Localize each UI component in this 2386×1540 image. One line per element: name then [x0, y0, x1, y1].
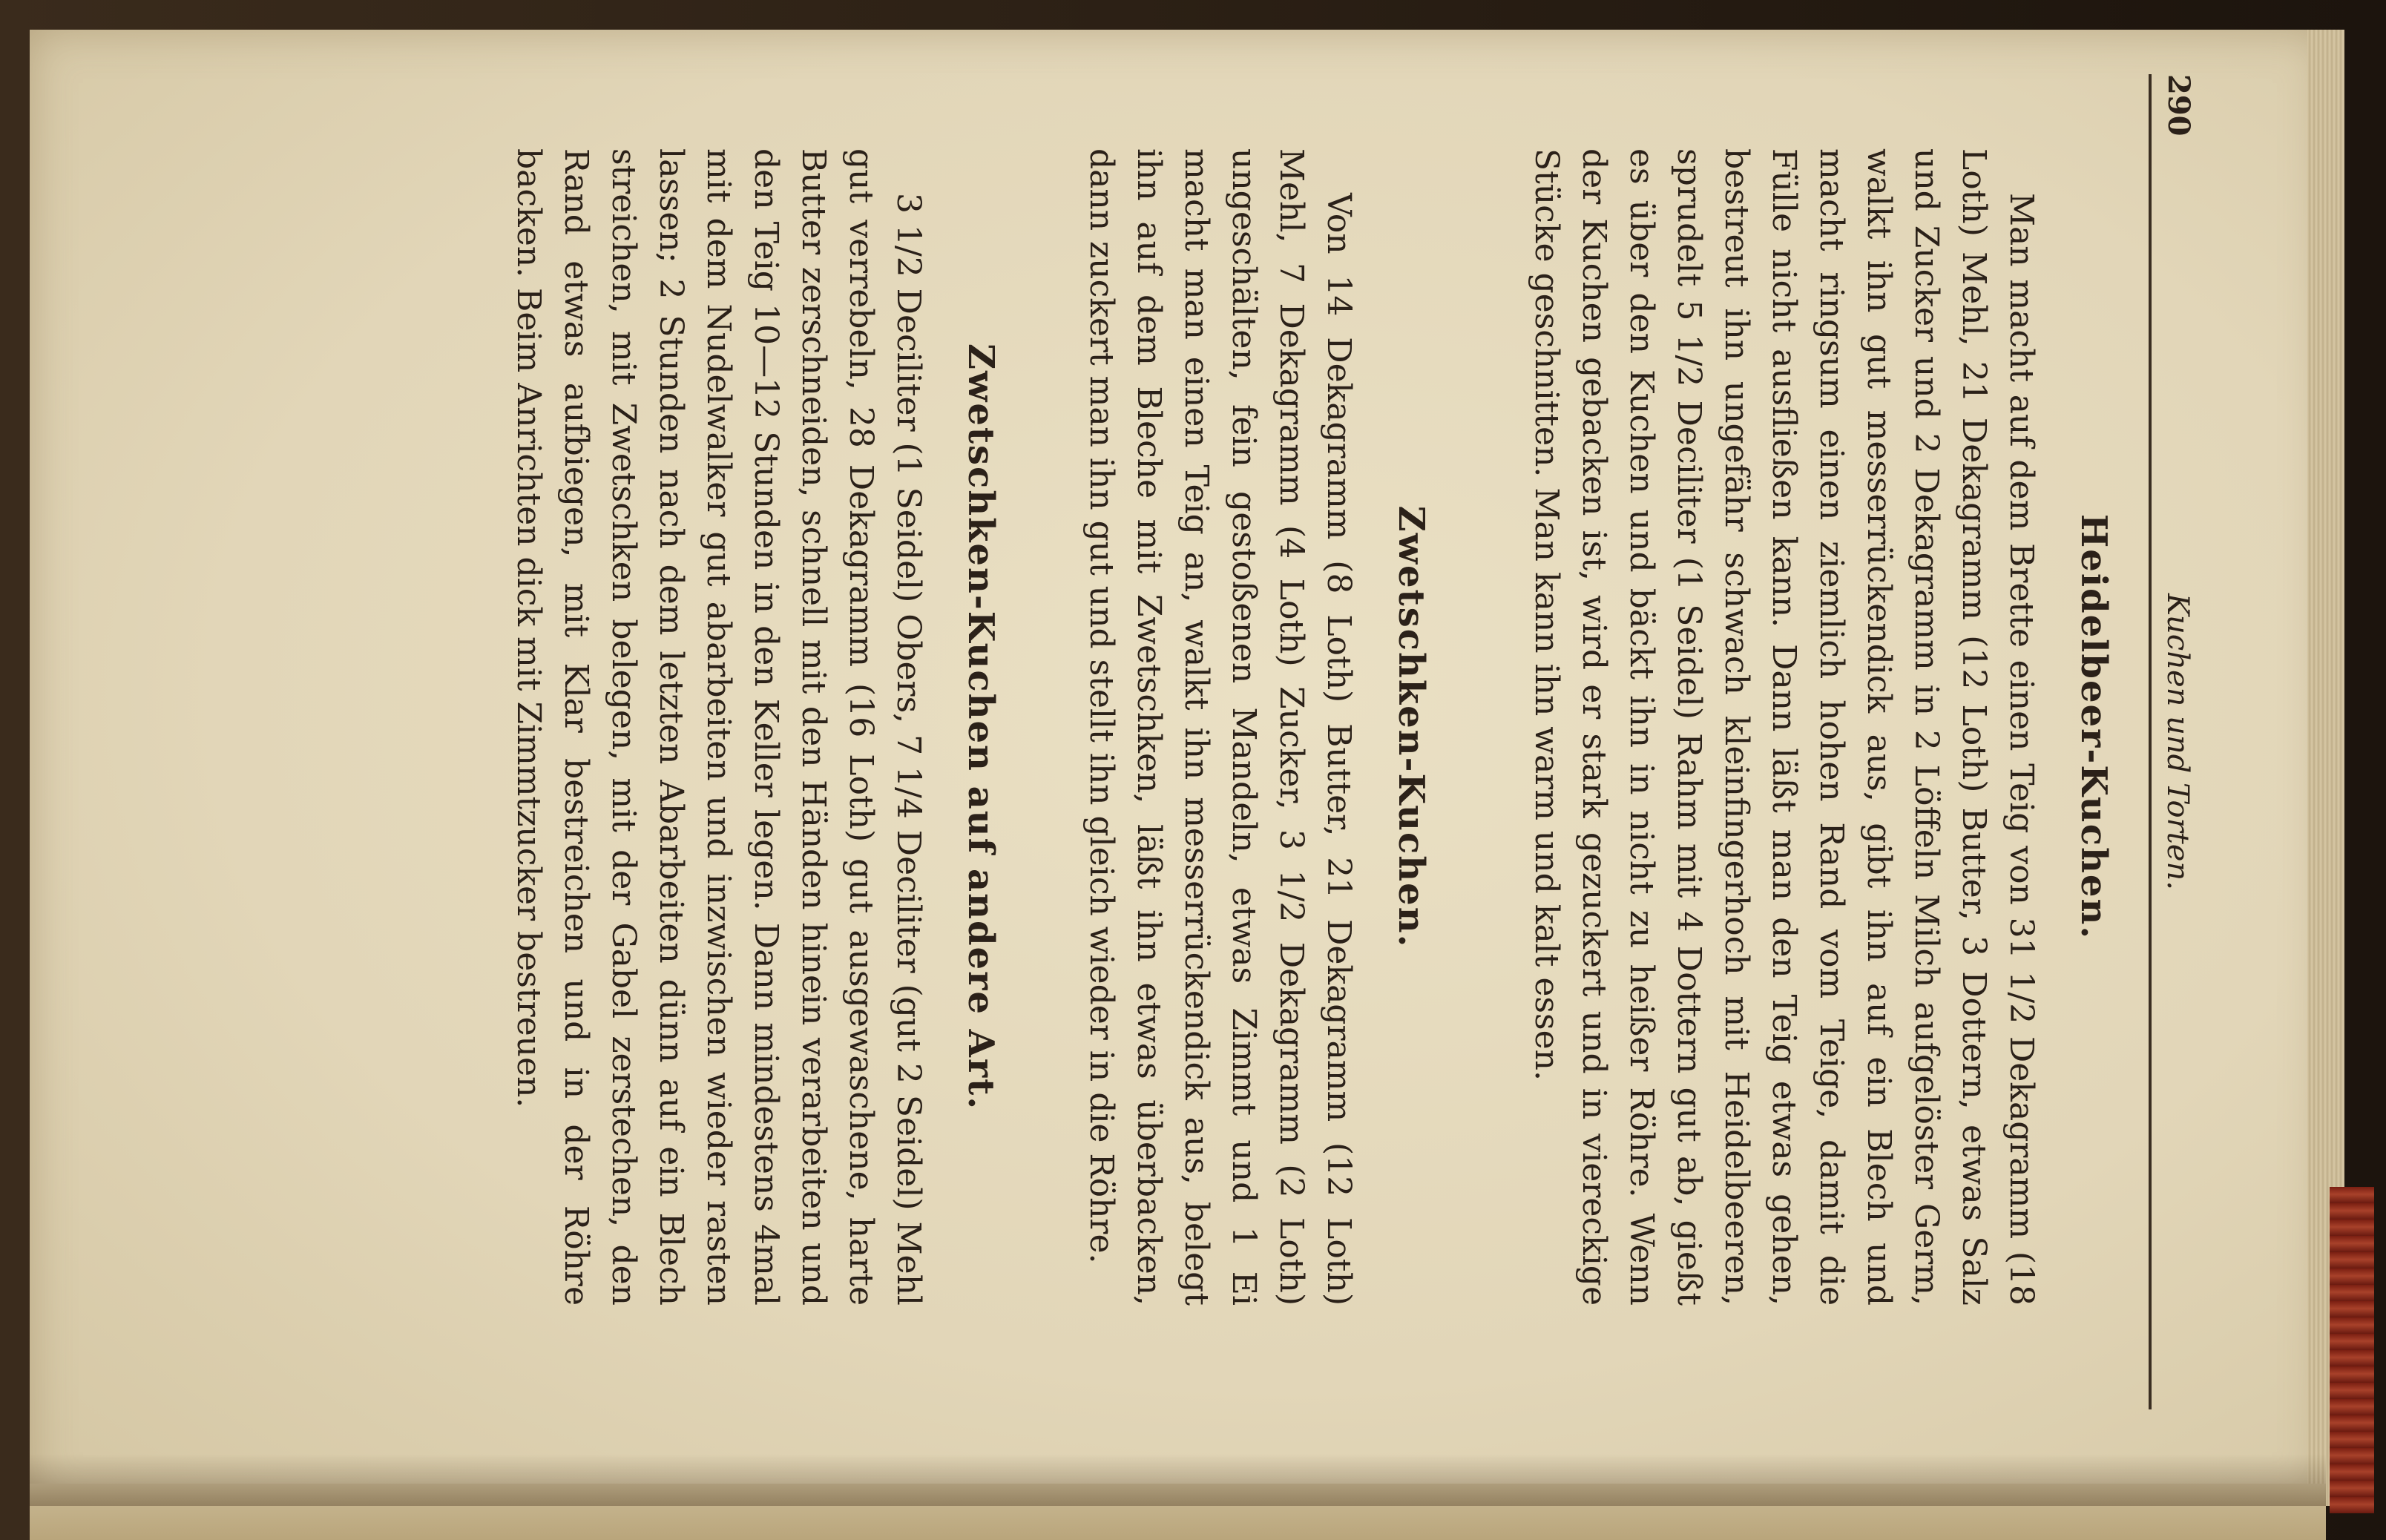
recipe-text: 3 1/2 Deciliter (1 Seidel) Obers, 7 1/4 Deciliter (gut 2 Seidel) Mehl gut verrebeln, 28 Dekagramm (16 Loth) gut ausgewaschene, harte Butter zerschneiden, schnell mit den Händen hinein verarbeiten und den Teig 10—12 Stunden in den Keller legen. Dann mindestens 4mal mit dem Nudelwalker gut abarbeiten und inzwischen wieder rasten lassen; 2 Stunden nach dem letzten Abarbeiten dünn auf ein Blech streichen, mit Zwetschken belegen, mit der Gabel zerstechen, den Rand etwas aufbiegen, mit Klar bestreichen und in der Röhre backen. Beim Anrichten dick mit Zimmtzucker bestreuen.	[510, 148, 927, 1306]
recipe-zwetschken-andere-art	[505, 148, 1002, 1306]
recipe-heading: Heidelbeer-Kuchen.	[2073, 513, 2114, 941]
recipe-text: Man macht auf dem Brette einen Teig von 31 1/2 Dekagramm (18 Loth) Mehl, 21 Dekagramm (12 Loth) Butter, 3 Dottern, etwas Salz und Zucker und 2 Dekagramm in 2 Löffeln Milch aufgelöster Germ, walkt ihn gut messerrückendick aus, gibt ihn auf ein Blech und macht ringsum einen ziemlich hohen Rand vom Teige, damit die Fülle nicht ausfließen kann. Dann läßt man den Teig etwas gehen, bestreut ihn ungefähr schwach kleinfingerhoch mit Heidelbeeren, sprudelt 5 1/2 Deciliter (1 Seidel) Rahm mit 4 Dottern gut ab, gießt es über den Kuchen und bäckt ihn in nicht zu heißer Röhre. Wenn der Kuchen gebacken ist, wird er stark gezuckert und in viereckige Stücke geschnitten. Man kann ihn warm und kalt essen.	[1528, 148, 2040, 1306]
recipe-zwetschken	[1077, 148, 1432, 1306]
recipe-text: Von 14 Dekagramm (8 Loth) Butter, 21 Dekagramm (12 Loth) Mehl, 7 Dekagramm (4 Loth) Zucker, 3 1/2 Dekagramm (2 Loth) ungeschälten, fein gestoßenen Mandeln, etwas Zimmt und 1 Ei macht man einen Teig an, walkt ihn messerrückendick aus, belegt ihn auf dem Bleche mit Zwetschken, läßt ihn etwas überbacken, dann zuckert man ihn gut und stellt ihn gleich wieder in die Röhre.	[1082, 148, 1358, 1306]
recipe-heading: Zwetschken-Kuchen.	[1390, 505, 1432, 949]
recipe-heidelbeer	[1522, 148, 2114, 1306]
recipe-heading: Zwetschken-Kuchen auf andere Art.	[960, 343, 1002, 1111]
page-text-rotated	[96, 45, 2218, 1439]
running-header	[2149, 74, 2196, 1409]
running-title: Kuchen und Torten.	[2160, 593, 2195, 890]
gutter-shadow	[30, 1454, 2326, 1506]
page-number: 290	[2161, 74, 2196, 136]
bookmark-ribbon	[2330, 1187, 2374, 1513]
